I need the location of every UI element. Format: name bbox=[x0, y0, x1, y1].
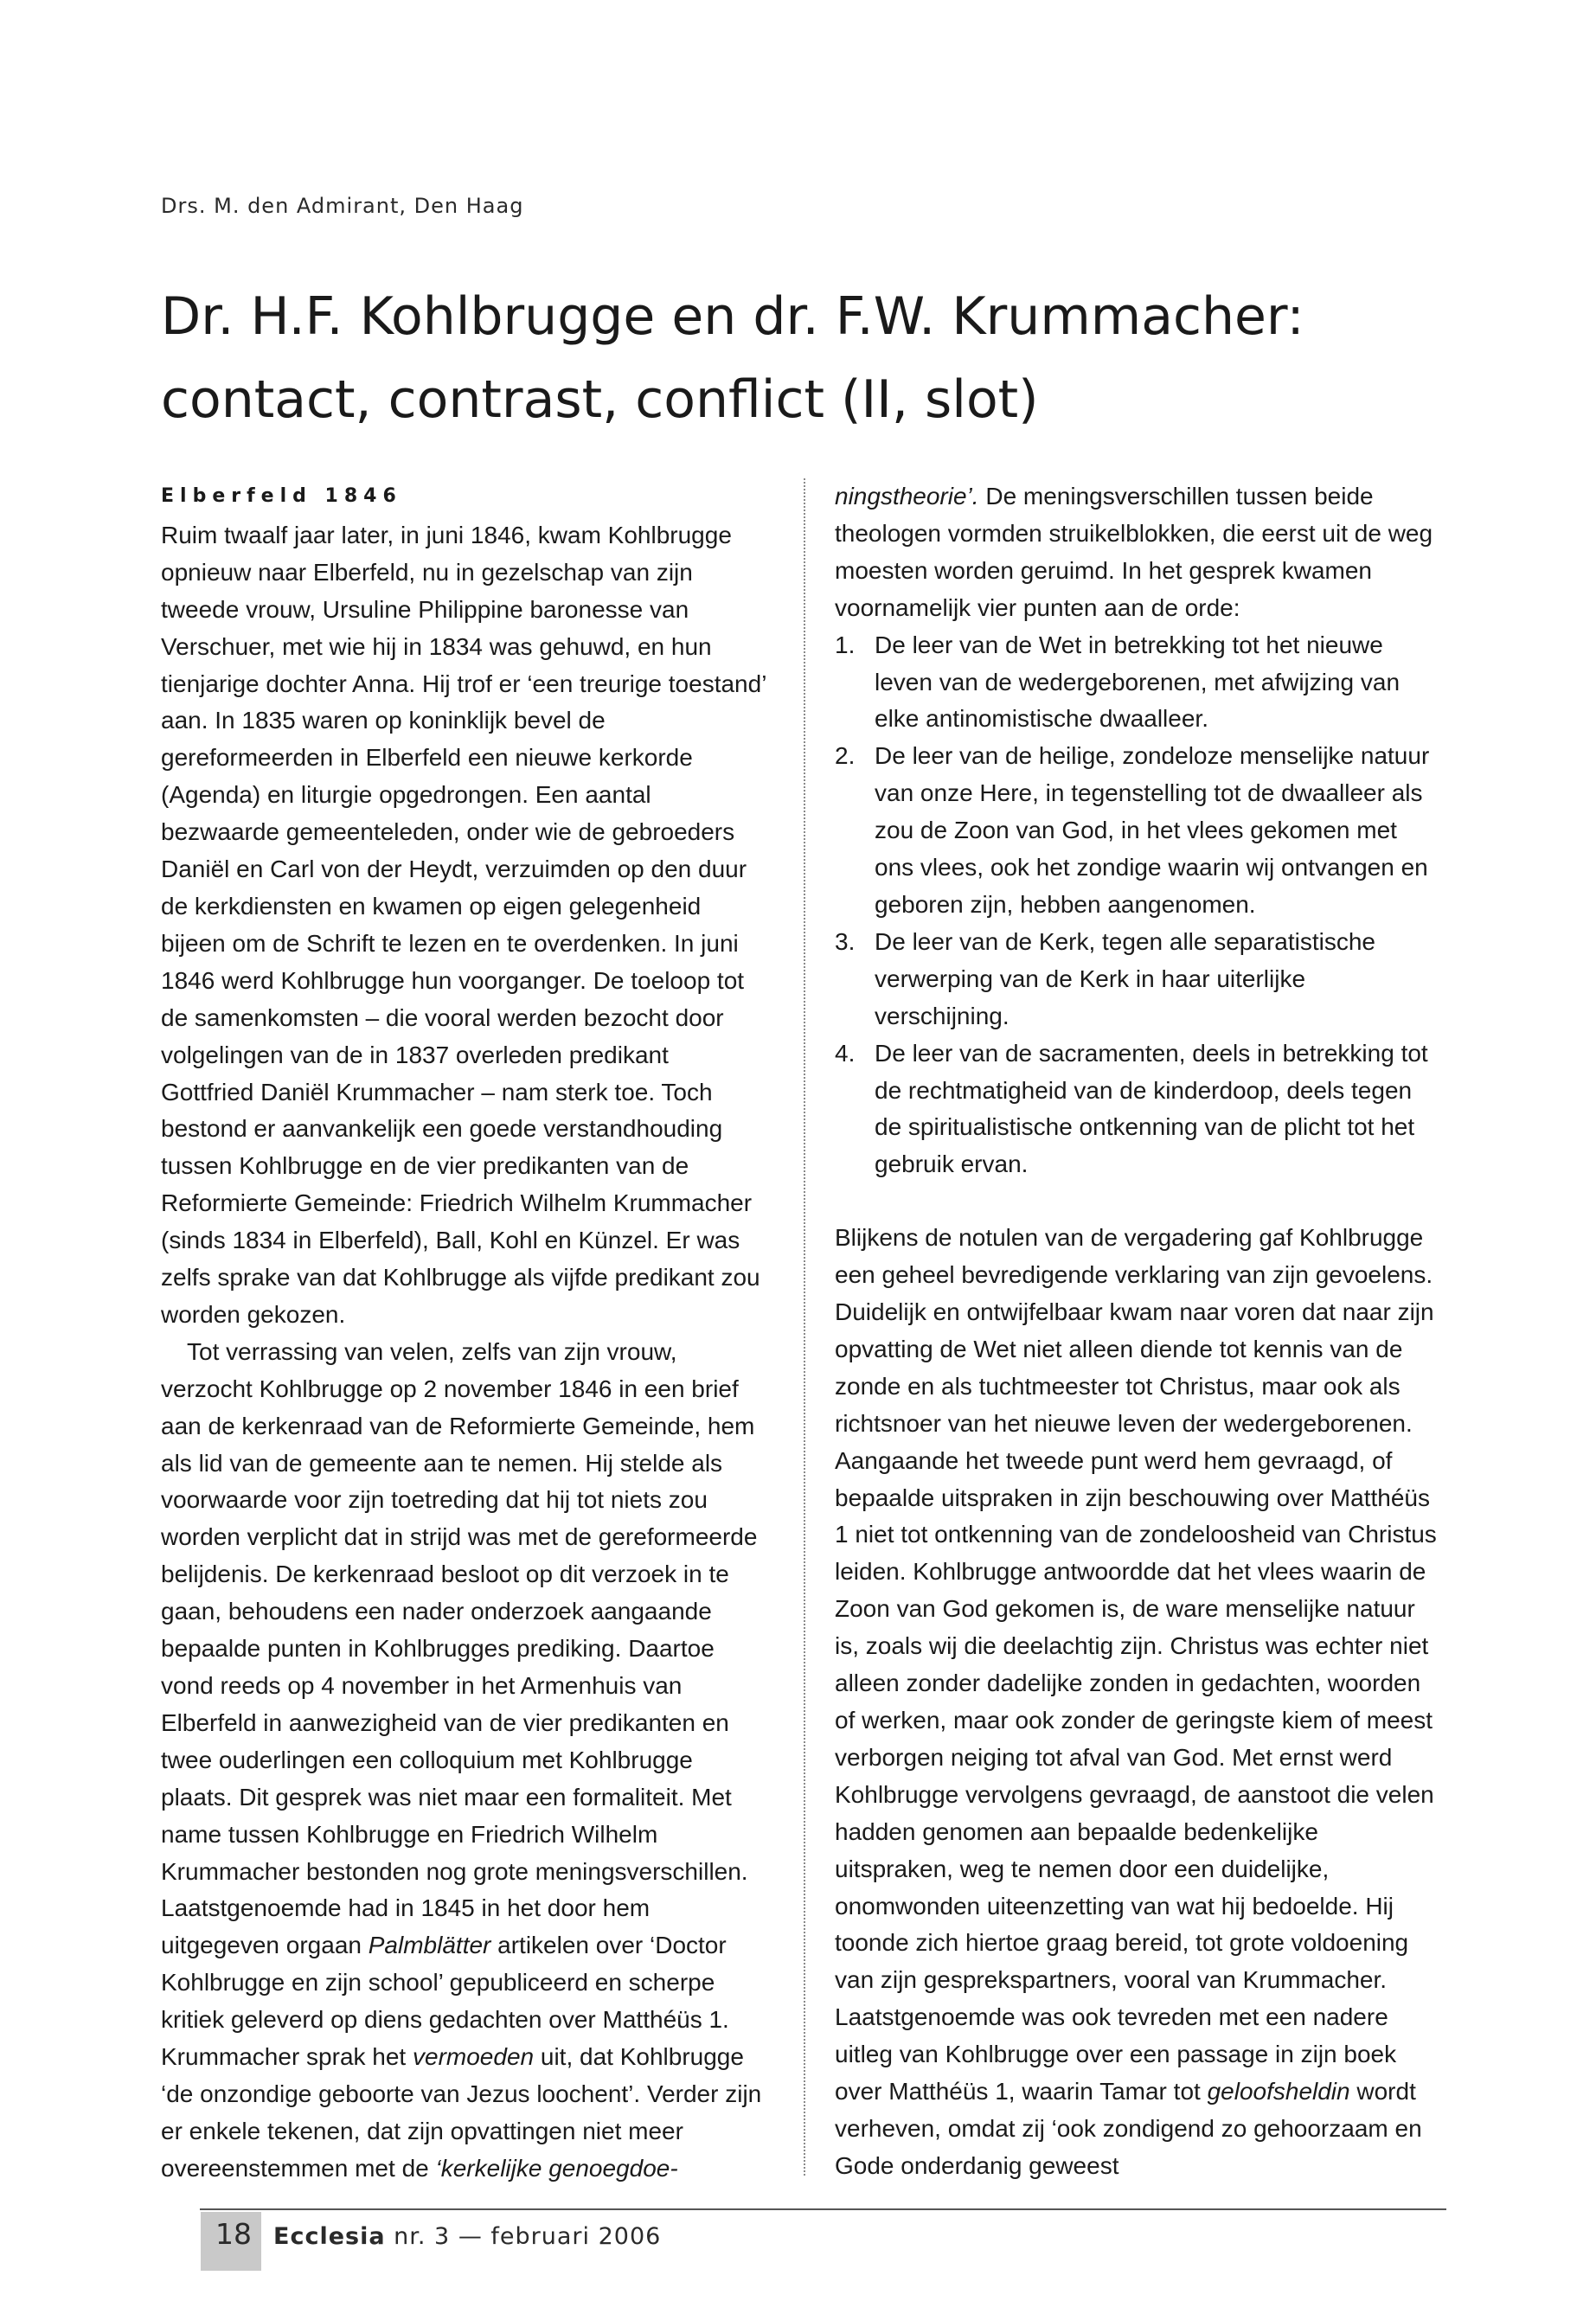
left-column bbox=[161, 478, 766, 2188]
paragraph-3 bbox=[835, 1220, 1440, 2185]
palmblatter-emphasis: Palmblätter bbox=[368, 1932, 491, 1959]
paragraph-3-text-b: wordt verheven, omdat zij ‘ook zondigend zo gehoorzaam en Gode onderdanig geweest bbox=[835, 2078, 1422, 2179]
paragraph-gap bbox=[835, 1183, 1440, 1220]
continuation-paragraph bbox=[835, 478, 1440, 627]
list-text: De leer van de sacramenten, deels in betrekking tot de rechtmatigheid van de kinderdoop, deels tegen de spiritualistische ontkenning van de plicht tot het gebruik ervan. bbox=[875, 1039, 1428, 1178]
page-number: 18 bbox=[215, 2217, 252, 2251]
byline: Drs. M. den Admirant, Den Haag bbox=[161, 194, 524, 218]
list-text: De leer van de heilige, zondeloze menselijke natuur van onze Here, in tegenstelling tot de dwaalleer als zou de Zoon van God, in het vlees gekomen met ons vlees, ook het zondige waarin wij ontvangen en geboren zijn, hebben aangenomen. bbox=[875, 742, 1430, 918]
paragraph-2-text-c: uit, dat Kohlbrugge ‘de onzondige geboorte van Jezus loochent’. Verder zijn er enkele tekenen, dat zijn opvattingen niet meer overeenstemmen met de bbox=[161, 2043, 762, 2182]
continuation-text: De meningsverschillen tussen beide theologen vormden struikelblokken, die eerst uit de weg moesten worden geruimd. In het gesprek kwamen voornamelijk vier punten aan de orde: bbox=[835, 483, 1433, 621]
footer-rule bbox=[200, 2208, 1446, 2210]
right-column bbox=[835, 478, 1440, 2185]
column-divider bbox=[804, 478, 805, 2176]
article-title bbox=[161, 275, 1458, 441]
paragraph-3-text-a: Blijkens de notulen van de vergadering gaf Kohlbrugge een geheel bevredigende verklaring van zijn gevoelens. Duidelijk en ontwijfelbaar kwam naar voren dat naar zijn opvatting de Wet niet alleen diende tot kennis van de zonde en als tuchtmeester tot Christus, maar ook als richtsnoer van het nieuwe leven der wedergeborenen. Aangaande het tweede punt werd hem gevraagd, of bepaalde uitspraken in zijn beschouwing over Matthéüs 1 niet tot ontkenning van de zondeloosheid van Christus leiden. Kohlbrugge antwoordde dat het vlees waarin de Zoon van God gekomen is, de ware menselijke natuur is, zoals wij die deelachtig zijn. Christus was echter niet alleen zonder dadelijke zonden in gedachten, woorden of werken, maar ook zonder de geringste kiem of meest verborgen neiging tot afval van God. Met ernst werd Kohlbrugge vervolgens gevraagd, de aanstoot die velen hadden genomen aan bepaalde bedenkelijke uitspraken, weg te nemen door een duidelijke, onomwonden uiteenzetting van wat hij bedoelde. Hij toonde zich hiertoe graag bereid, tot grote voldoening van zijn gesprekspartners, vooral van Krummacher. Laatstgenoemde was ook tevreden met een nadere uitleg van Kohlbrugge over een passage in zijn boek over Matthéüs 1, waarin Tamar tot bbox=[835, 1224, 1437, 2106]
ningstheorie-emphasis: ningstheorie’. bbox=[835, 483, 979, 510]
list-number: 1. bbox=[835, 631, 856, 658]
vermoeden-emphasis: vermoeden bbox=[413, 2043, 535, 2071]
list-text: De leer van de Wet in betrekking tot het nieuwe leven van de wedergeborenen, met afwijzing van elke antinomistische dwaalleer. bbox=[875, 631, 1401, 733]
paragraph-2-text-a: Tot verrassing van velen, zelfs van zijn vrouw, verzocht Kohlbrugge op 2 november 1846 in een brief aan de kerkenraad van de Reformierte Gemeinde, hem als lid van de gemeente aan te nemen. Hij stelde als voorwaarde voor zijn toetreding dat hij tot niets zou worden verplicht dat in strijd was met de gereformeerde belijdenis. De kerkenraad besloot op dit verzoek in te gaan, behoudens een nader onderzoek aangaande bepaalde punten in Kohlbrugges prediking. Daartoe vond reeds op 4 november in het Armenhuis van Elberfeld in aanwezigheid van de vier predikanten en twee ouderlingen een colloquium met Kohlbrugge plaats. Dit gesprek was niet maar een formaliteit. Met name tussen Kohlbrugge en Friedrich Wilhelm Krummacher bestonden nog grote meningsverschillen. Laatstgenoemde had in 1845 in het door hem uitgegeven orgaan bbox=[161, 1337, 758, 1959]
issue-info: nr. 3 — februari 2006 bbox=[385, 2223, 662, 2250]
list-item bbox=[835, 738, 1440, 924]
journal-name: Ecclesia bbox=[273, 2223, 386, 2250]
paragraph-2-text-b: artikelen over ‘Doctor Kohlbrugge en zijn school’ gepubliceerd en scherpe kritiek geleverd op diens gedachten over Matthéüs 1. Krummacher sprak het bbox=[161, 1932, 729, 2071]
section-heading: Elberfeld 1846 bbox=[161, 485, 402, 507]
list-text: De leer van de Kerk, tegen alle separatistische verwerping van de Kerk in haar uiterlijke verschijning. bbox=[875, 927, 1375, 1029]
list-item bbox=[835, 627, 1440, 739]
genoegdoe-emphasis: ‘kerkelijke genoegdoe- bbox=[435, 2154, 678, 2182]
list-number: 3. bbox=[835, 927, 856, 955]
list-number: 2. bbox=[835, 742, 856, 770]
list-item bbox=[835, 1035, 1440, 1184]
footer-journal-line bbox=[273, 2223, 661, 2250]
list-item bbox=[835, 924, 1440, 1035]
paragraph-2 bbox=[161, 1334, 766, 2188]
title-line-2: contact, contrast, conflict (II, slot) bbox=[161, 369, 1039, 430]
geloofsheldin-emphasis: geloofsheldin bbox=[1207, 2078, 1350, 2106]
title-line-1: Dr. H.F. Kohlbrugge en dr. F.W. Krummacher: bbox=[161, 286, 1304, 347]
list-number: 4. bbox=[835, 1039, 856, 1067]
paragraph-1: Ruim twaalf jaar later, in juni 1846, kwam Kohlbrugge opnieuw naar Elberfeld, nu in gezelschap van zijn tweede vrouw, Ursuline Philippine baronesse van Verschuer, met wie hij in 1834 was gehuwd, en hun tienjarige dochter Anna. Hij trof er ‘een treurige toestand’ aan. In 1835 waren op koninklijk bevel de gereformeerden in Elberfeld een nieuwe kerkorde (Agenda) en liturgie opgedrongen. Een aantal bezwaarde gemeenteleden, onder wie de gebroeders Daniël en Carl von der Heydt, verzuimden op den duur de kerkdiensten en kwamen op eigen gelegenheid bijeen om de Schrift te lezen en te overdenken. In juni 1846 werd Kohlbrugge hun voorganger. De toeloop tot de samenkomsten – die vooral werden bezocht door volgelingen van de in 1837 overleden predikant Gottfried Daniël Krummacher – nam sterk toe. Toch bestond er aanvankelijk een goede verstandhouding tussen Kohlbrugge en de vier predikanten van de Reformierte Gemeinde: Friedrich Wilhelm Krummacher (sinds 1834 in Elberfeld), Ball, Kohl en Künzel. Er was zelfs sprake van dat Kohlbrugge als vijfde predikant zou worden gekozen. bbox=[161, 521, 766, 1328]
points-list bbox=[835, 627, 1440, 1184]
